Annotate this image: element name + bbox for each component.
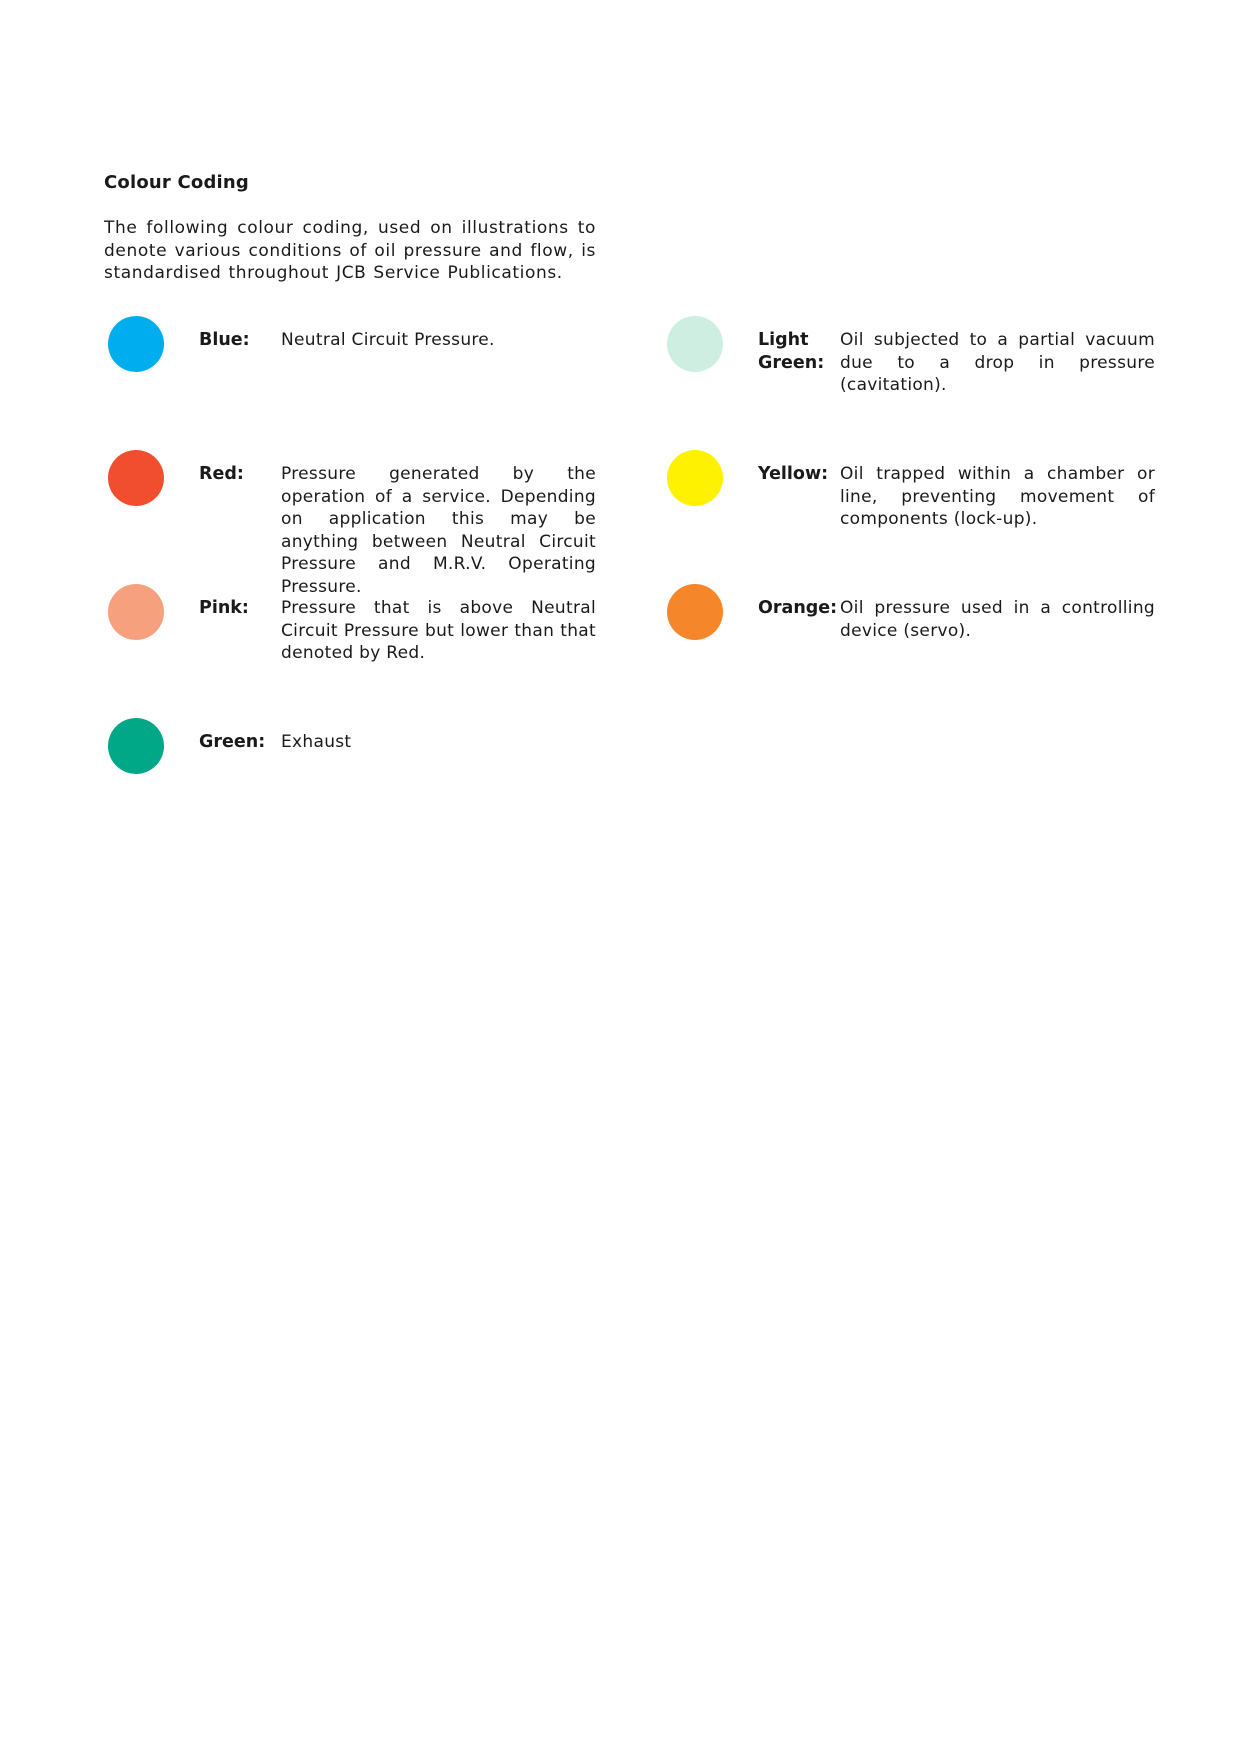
colour-label: Red: <box>199 464 244 484</box>
colour-label: Pink: <box>199 598 249 618</box>
pink-swatch <box>108 584 164 640</box>
colour-entry-pink <box>104 584 624 694</box>
green-swatch <box>108 718 164 774</box>
colour-entry-red <box>104 450 624 597</box>
colour-label: Orange: <box>758 598 838 618</box>
colour-description: Oil trapped within a chamber or line, preventing movement of components (lock-up). <box>840 464 1155 529</box>
colour-label: Green: <box>199 732 266 752</box>
colour-description: Oil subjected to a partial vacuum due to a drop in pressure (cavitation). <box>840 330 1155 395</box>
colour-entry-green <box>104 718 624 828</box>
page-title: Colour Coding <box>104 172 250 193</box>
red-swatch <box>108 450 164 506</box>
colour-description: Exhaust <box>281 732 352 752</box>
colour-entry-yellow <box>663 450 1183 560</box>
colour-label: Yellow: <box>758 464 829 484</box>
yellow-swatch <box>667 450 723 506</box>
colour-description: Pressure generated by the operation of a service. Depending on application this may be anything between Neutral Circuit Pressure and M.R.V. Operating Pressure. <box>281 464 596 597</box>
colour-entry-light-green <box>663 316 1183 426</box>
intro-paragraph: The following colour coding, used on illustrations to denote various conditions of oil pressure and flow, is standardised throughout JCB Service Publications. <box>104 218 596 283</box>
colour-entry-blue <box>104 316 624 426</box>
colour-label: Blue: <box>199 330 250 350</box>
colour-entry-orange <box>663 584 1183 694</box>
colour-description: Oil pressure used in a controlling device (servo). <box>840 598 1155 641</box>
colour-label: Light Green: <box>758 330 825 373</box>
colour-description: Neutral Circuit Pressure. <box>281 330 495 350</box>
light-green-swatch <box>667 316 723 372</box>
orange-swatch <box>667 584 723 640</box>
colour-description: Pressure that is above Neutral Circuit Pressure but lower than that denoted by Red. <box>281 598 596 663</box>
blue-swatch <box>108 316 164 372</box>
